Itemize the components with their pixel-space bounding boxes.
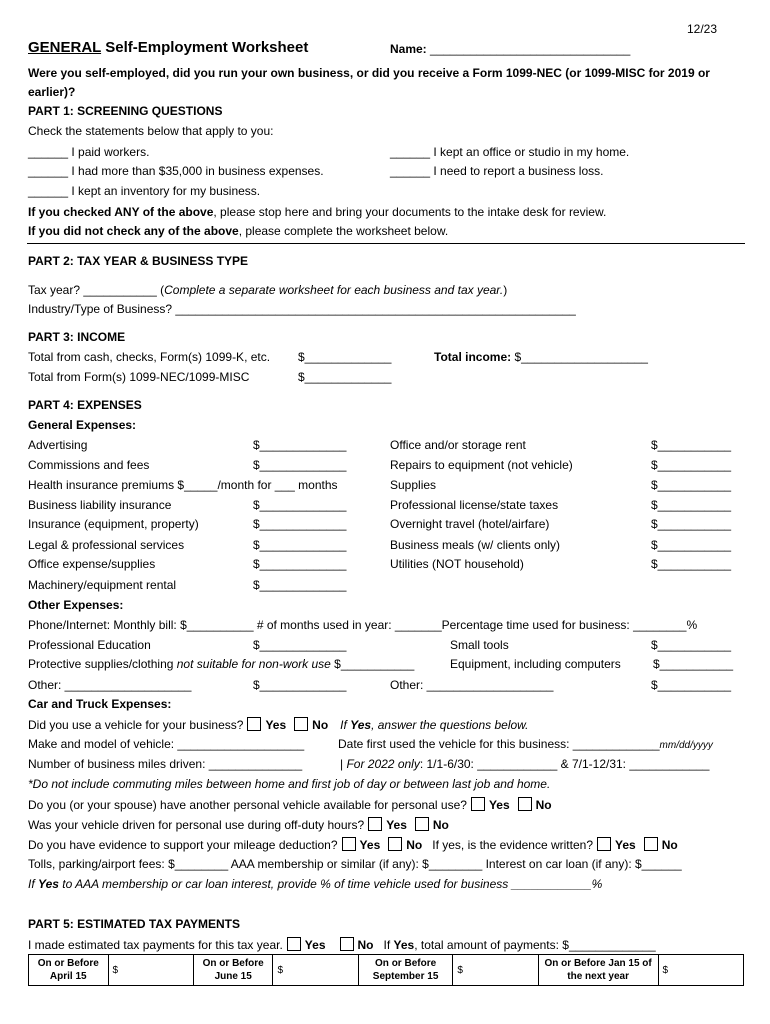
screen-none-bold: If you did not check any of the above [28, 224, 239, 238]
expense-field-supplies[interactable]: $___________ [651, 478, 732, 492]
expense-label-office: Office expense/supplies [28, 557, 156, 571]
aaa-percent-field[interactable] [28, 877, 602, 892]
expense-field-repairs[interactable]: $___________ [651, 458, 732, 472]
estimated-payments-table [28, 954, 744, 986]
estimated-no-checkbox[interactable] [340, 937, 354, 951]
business-miles-field[interactable]: Number of business miles driven: ______________ [28, 757, 303, 771]
part2-heading: PART 2: TAX YEAR & BUSINESS TYPE [28, 254, 249, 268]
page-title [28, 40, 308, 55]
vehicle-no-checkbox[interactable] [294, 717, 308, 731]
miles-2022-blanks: : 1/1-6/30: ____________ & 7/1-12/31: ____________ [419, 757, 710, 771]
estimated-no-label: No [357, 938, 374, 952]
phone-internet-field[interactable]: Phone/Internet: Monthly bill: $__________ # of months used in year: _______Percentage time used for business: ________% [28, 618, 698, 632]
cash-income-field[interactable]: $_____________ [298, 350, 392, 364]
intro-question-line1: Were you self-employed, did you run your own business, or did you receive a Form 1099-NEC (or 1099-MISC for 2019 or [28, 66, 710, 80]
expense-field-advertising[interactable]: $_____________ [253, 438, 347, 452]
small-tools-field[interactable]: $___________ [651, 638, 732, 652]
date-first-used-label: Date first used the vehicle for this business: _____________ [338, 737, 660, 751]
off-duty-no-checkbox[interactable] [415, 817, 429, 831]
title-rest: Self-Employment Worksheet [101, 39, 309, 56]
part1-instruction: Check the statements below that apply to you: [28, 124, 274, 138]
expense-label-repairs: Repairs to equipment (not vehicle) [390, 458, 573, 472]
evidence-no-checkbox[interactable] [388, 837, 402, 851]
screen-none-rest: , please complete the worksheet below. [238, 224, 449, 238]
vehicle-yes-checkbox[interactable] [247, 717, 261, 731]
other-left-field[interactable]: $_____________ [253, 678, 347, 692]
written-yes-checkbox[interactable] [597, 837, 611, 851]
tax-year-note: Complete a separate worksheet for each business and tax year. [164, 283, 504, 297]
part5-heading: PART 5: ESTIMATED TAX PAYMENTS [28, 917, 241, 931]
written-yes-label: Yes [615, 838, 636, 852]
miles-2022-sep: | [340, 757, 347, 771]
evidence-no-label: No [406, 838, 423, 852]
estimated-yes-checkbox[interactable] [287, 937, 301, 951]
estimated-total-b: Yes [393, 938, 415, 952]
industry-field[interactable]: Industry/Type of Business? ____________________________________________________________ [28, 302, 576, 316]
vehicle-yes-label: Yes [265, 718, 287, 732]
off-duty-yes-checkbox[interactable] [368, 817, 382, 831]
off-duty-question [28, 817, 449, 833]
evidence-yes-checkbox[interactable] [342, 837, 356, 851]
expense-label-insurance: Insurance (equipment, property) [28, 517, 199, 531]
another-vehicle-text: Do you (or your spouse) have another personal vehicle available for personal use? [28, 798, 467, 812]
protective-label: Protective supplies/clothing [28, 657, 177, 671]
general-expenses-heading: General Expenses: [28, 418, 137, 432]
screen-item-inventory[interactable]: ______ I kept an inventory for my business. [28, 184, 261, 198]
total-income-field[interactable] [434, 350, 648, 365]
evidence-text: Do you have evidence to support your mileage deduction? [28, 838, 338, 852]
payment-label-january: On or Before Jan 15 of the next year [538, 955, 658, 986]
if-yes-a: If [340, 718, 351, 732]
protective-blank: $___________ [330, 657, 415, 671]
date-first-used-field[interactable] [338, 737, 713, 753]
other-right-label[interactable]: Other: ___________________ [390, 678, 554, 692]
expense-label-meals: Business meals (w/ clients only) [390, 538, 561, 552]
section-divider [27, 243, 745, 244]
expense-label-utilities: Utilities (NOT household) [390, 557, 524, 571]
written-no-checkbox[interactable] [644, 837, 658, 851]
prof-education-label: Professional Education [28, 638, 151, 652]
expense-field-commissions[interactable]: $_____________ [253, 458, 347, 472]
if-yes-c: , answer the questions below. [371, 718, 529, 732]
nec-income-label: Total from Form(s) 1099-NEC/1099-MISC [28, 370, 250, 384]
payment-field-september[interactable]: $ [453, 955, 538, 986]
expense-label-license: Professional license/state taxes [390, 498, 559, 512]
expense-field-license[interactable]: $___________ [651, 498, 732, 512]
screen-any-rest: , please stop here and bring your documents to the intake desk for review. [213, 205, 607, 219]
evidence-yes-label: Yes [359, 838, 381, 852]
car-truck-heading: Car and Truck Expenses: [28, 697, 172, 711]
other-right-field[interactable]: $___________ [651, 678, 732, 692]
expense-field-insurance[interactable]: $_____________ [253, 517, 347, 531]
another-vehicle-no-checkbox[interactable] [518, 797, 532, 811]
expense-field-legal[interactable]: $_____________ [253, 538, 347, 552]
expense-label-advertising: Advertising [28, 438, 88, 452]
total-income-blank: $___________________ [511, 350, 648, 364]
evidence-question [28, 837, 678, 853]
make-model-field[interactable]: Make and model of vehicle: ___________________ [28, 737, 305, 751]
another-vehicle-yes-label: Yes [488, 798, 510, 812]
part4-heading: PART 4: EXPENSES [28, 398, 142, 412]
expense-field-travel[interactable]: $___________ [651, 517, 732, 531]
vehicle-no-label: No [312, 718, 329, 732]
name-blank: ______________________________ [426, 42, 631, 56]
expense-field-meals[interactable]: $___________ [651, 538, 732, 552]
estimated-yes-label: Yes [304, 938, 326, 952]
payment-field-january[interactable]: $ [658, 955, 743, 986]
payment-field-june[interactable]: $ [273, 955, 358, 986]
screen-none-note [28, 224, 448, 239]
tax-year-field[interactable] [28, 283, 507, 298]
aaa-note-a: If [28, 877, 39, 891]
another-vehicle-yes-checkbox[interactable] [471, 797, 485, 811]
miles-2022-field[interactable] [340, 757, 709, 772]
other-expenses-heading: Other Expenses: [28, 598, 124, 612]
expense-label-supplies: Supplies [390, 478, 437, 492]
total-income-label: Total income: [434, 350, 512, 364]
screen-any-note [28, 205, 606, 220]
name-label: Name: [390, 42, 427, 56]
tax-year-label: Tax year? ___________ ( [28, 283, 165, 297]
title-prefix: GENERAL [28, 39, 102, 56]
vehicle-question [28, 717, 529, 733]
another-vehicle-question [28, 797, 552, 813]
equipment-label: Equipment, including computers [450, 657, 621, 671]
off-duty-yes-label: Yes [386, 818, 407, 832]
expense-label-liability: Business liability insurance [28, 498, 172, 512]
part1-heading: PART 1: SCREENING QUESTIONS [28, 104, 223, 118]
name-field[interactable] [390, 42, 630, 57]
estimated-total-c: , total amount of payments: $_____________ [414, 938, 656, 952]
commuting-note: *Do not include commuting miles between home and first job of day or between last job and home. [28, 777, 551, 791]
prof-education-field[interactable]: $_____________ [253, 638, 347, 652]
estimated-payments-question [28, 937, 656, 953]
screen-item-paid-workers[interactable]: ______ I paid workers. [28, 145, 150, 159]
payment-label-april: On or Before April 15 [29, 955, 109, 986]
written-no-label: No [661, 838, 678, 852]
protective-supplies-field[interactable] [28, 657, 414, 672]
off-duty-no-label: No [432, 818, 449, 832]
expense-field-utilities[interactable]: $___________ [651, 557, 732, 571]
screen-item-home-office[interactable]: ______ I kept an office or studio in my home. [390, 145, 630, 159]
expense-label-legal: Legal & professional services [28, 538, 185, 552]
revision-date: 12/23 [687, 22, 718, 36]
date-format-hint: mm/dd/yyyy [659, 740, 713, 751]
expense-field-machinery[interactable]: $_____________ [253, 578, 347, 592]
off-duty-text: Was your vehicle driven for personal use during off-duty hours? [28, 818, 365, 832]
estimated-total-a: If [383, 938, 394, 952]
tax-year-close: ) [503, 283, 508, 297]
if-yes-b: Yes [350, 718, 372, 732]
expense-field-office[interactable]: $_____________ [253, 557, 347, 571]
payment-label-september: On or Before September 15 [358, 955, 453, 986]
tolls-aaa-interest-field[interactable]: Tolls, parking/airport fees: $________ AAA membership or similar (if any): $________ Interest on car loan (if any): $______ [28, 857, 682, 871]
expense-label-rent: Office and/or storage rent [390, 438, 526, 452]
small-tools-label: Small tools [450, 638, 509, 652]
payment-label-june: On or Before June 15 [193, 955, 273, 986]
expense-label-machinery: Machinery/equipment rental [28, 578, 177, 592]
intro-question-line2: earlier)? [28, 85, 76, 99]
cash-income-label: Total from cash, checks, Form(s) 1099-K, etc. [28, 350, 271, 364]
another-vehicle-no-label: No [535, 798, 552, 812]
nec-income-field[interactable]: $_____________ [298, 370, 392, 384]
aaa-note-b: Yes [38, 877, 59, 891]
estimated-payments-text: I made estimated tax payments for this tax year. [28, 938, 283, 952]
miles-2022-label: For 2022 only [346, 757, 420, 771]
payment-field-april[interactable]: $ [108, 955, 193, 986]
expense-label-commissions: Commissions and fees [28, 458, 150, 472]
expense-field-health-insurance[interactable]: Health insurance premiums $_____/month for ___ months [28, 478, 338, 492]
expense-label-travel: Overnight travel (hotel/airfare) [390, 517, 550, 531]
part3-heading: PART 3: INCOME [28, 330, 126, 344]
table-row [29, 955, 744, 986]
equipment-field[interactable]: $___________ [653, 657, 734, 671]
screen-item-loss[interactable]: ______ I need to report a business loss. [390, 164, 604, 178]
estimated-total-field[interactable] [384, 938, 656, 952]
protective-note: not suitable for non-work use [176, 657, 331, 671]
screen-item-expenses[interactable]: ______ I had more than $35,000 in business expenses. [28, 164, 324, 178]
vehicle-if-yes-note [340, 718, 528, 732]
expense-field-rent[interactable]: $___________ [651, 438, 732, 452]
vehicle-question-text: Did you use a vehicle for your business? [28, 718, 244, 732]
expense-field-liability[interactable]: $_____________ [253, 498, 347, 512]
aaa-note-c: to AAA membership or car loan interest, provide % of time vehicle used for business ____________% [58, 877, 603, 891]
screen-any-bold: If you checked ANY of the above [28, 205, 214, 219]
other-left-label[interactable]: Other: ___________________ [28, 678, 192, 692]
written-text: If yes, is the evidence written? [432, 838, 593, 852]
